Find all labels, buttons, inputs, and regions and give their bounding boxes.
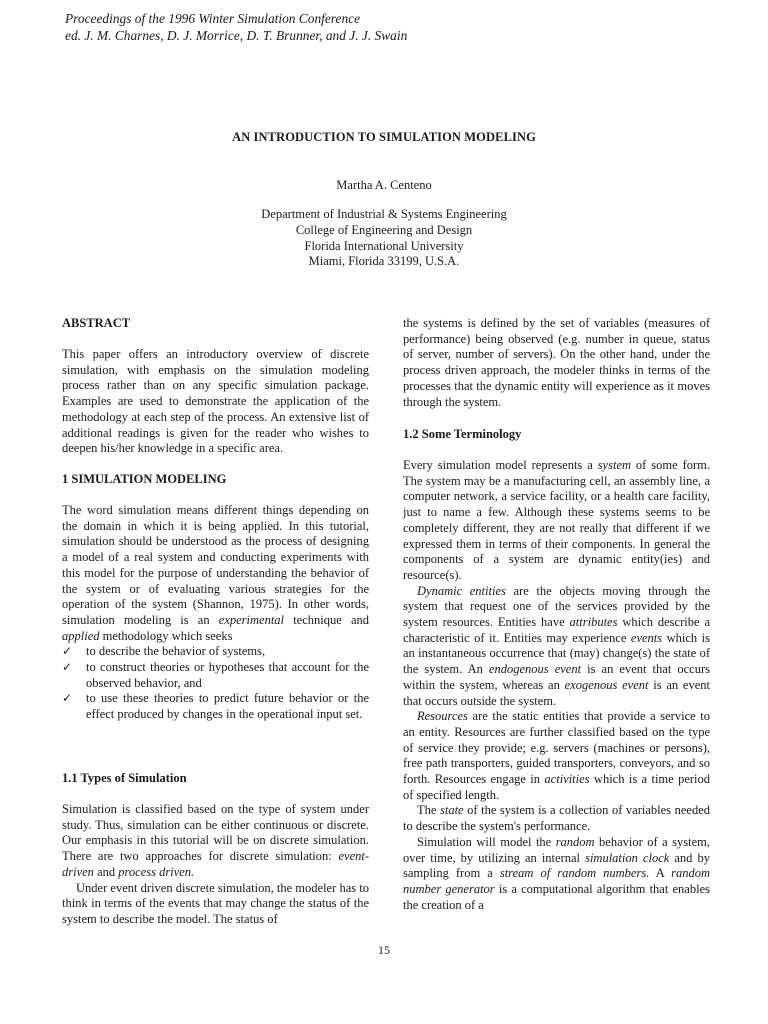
bullet-item [62, 691, 369, 722]
text-run: Simulation is classified based on the type of system under study. Thus, simulation can be either continuous or discrete. Our emphasis in this tutorial will be on discrete simulation. There are two approaches for discrete simulation: [62, 802, 369, 864]
bullet-text: to describe the behavior of systems, [86, 644, 266, 659]
emphasis: experimental [218, 612, 285, 627]
affiliation-line: Florida International University [304, 238, 464, 253]
section-1-body [62, 503, 369, 723]
emphasis: event-driven [62, 849, 369, 879]
text-run: which describe a characteristic of it. Entities may experience [403, 615, 710, 645]
body-paragraph [403, 709, 710, 803]
bullet-item [62, 660, 369, 691]
section-1-2-body [403, 458, 710, 913]
emphasis: process driven. [118, 864, 195, 879]
header-line-1: Proceedings of the 1996 Winter Simulation Conference [65, 11, 361, 26]
text-run: technique and [284, 612, 369, 627]
text-run: is a computational algorithm that enables the creation of a [403, 881, 710, 912]
section-1-heading: 1 SIMULATION MODELING [62, 472, 227, 486]
emphasis: Dynamic entities [417, 583, 506, 598]
text-run: A [649, 866, 672, 881]
emphasis: random [555, 834, 595, 849]
emphasis: random number generator [403, 866, 710, 896]
body-paragraph [403, 835, 710, 914]
text-run: which is a time period of specified length. [403, 772, 710, 802]
emphasis: endogenous event [488, 662, 582, 677]
text-run: are the objects moving through the system that request one of the services provided by the system resources. Entities have [403, 583, 710, 630]
text-run: Every simulation model represents a [403, 458, 598, 472]
text-run: and by sampling from a [403, 850, 710, 881]
abstract-body [62, 347, 369, 457]
emphasis: state [439, 803, 464, 818]
continued-paragraph [403, 316, 710, 410]
abstract-paragraph: This paper offers an introductory overview of discrete simulation, with emphasis on the simulation modeling process rather than on any specific simulation package. Examples are used to demonstrate the application of the methodology at each step of the process. An extensive list of additional readings is given for the reader who wishes to deepen his/her knowledge in a specific area. [62, 347, 369, 456]
text-run: Simulation will model the [417, 834, 556, 849]
text-run: behavior of a system, over time, by utilizing an internal [403, 834, 710, 865]
text-run: of the system is a collection of variables needed to describe the system's performance. [403, 803, 710, 834]
section-1-1-paragraph: Under event driven discrete simulation, the modeler has to think in terms of the events that may change the status of the system to describe the model. The status of [62, 880, 369, 926]
emphasis: attributes [569, 615, 618, 630]
emphasis: Resources [417, 709, 468, 724]
emphasis: stream of random numbers. [499, 866, 650, 881]
bullet-item [62, 644, 369, 660]
emphasis: applied [62, 628, 100, 643]
emphasis: events [630, 630, 663, 645]
bullet-text: to use these theories to predict future behavior or the effect produced by changes in the operational input set. [86, 691, 369, 722]
text-run: The word simulation means different things depending on the domain in which it is being applied. In this tutorial, simulation should be understood as the process of designing a model of a real system and conducting experiments with this model for the purpose of understanding the behavior of the system or of evaluating various strategies for the operation of the system (Shannon, 1975). In other words, simulation modeling is an [62, 503, 369, 627]
body-paragraph [403, 458, 710, 584]
emphasis: exogenous event [564, 677, 649, 692]
section-1-1-body [62, 802, 369, 928]
affiliation-line: Department of Industrial & Systems Engineering [261, 207, 507, 221]
checkmark-icon: ✓ [62, 660, 73, 675]
header-line-2: ed. J. M. Charnes, D. J. Morrice, D. T. Brunner, and J. J. Swain [65, 28, 408, 43]
text-run: and [93, 864, 119, 879]
author-name: Martha A. Centeno [336, 178, 432, 192]
text-run: are the static entities that provide a service to an entity. Resources are further classified based on the type of service they provide; e.g. servers (machines or persons), free path transporters, guided transporters, conveyors, and so forth. Resources engage in [403, 709, 710, 787]
text-run: of some form. The system may be a manufacturing cell, an assembly line, a computer network, a service facility, or a health care facility, just to name a few. Although these systems seems to be completely different, they are not really that different if we expressed them in terms of their components. In general the components of a system are dynamic entity(ies) and resource(s). [403, 458, 710, 582]
affiliation [0, 207, 768, 270]
section-1-2-heading: 1.2 Some Terminology [403, 427, 522, 441]
affiliation-line: College of Engineering and Design [295, 222, 473, 237]
paper-title: AN INTRODUCTION TO SIMULATION MODELING [232, 130, 536, 144]
proceedings-header [65, 10, 407, 44]
text-run: methodology which seeks [99, 628, 233, 643]
page-number: 15 [378, 943, 390, 957]
abstract-heading: ABSTRACT [62, 316, 131, 330]
body-paragraph [403, 584, 710, 710]
emphasis: simulation clock [585, 850, 670, 865]
emphasis: system [597, 458, 632, 472]
checkmark-icon: ✓ [62, 644, 73, 659]
text-run: The [417, 803, 440, 818]
text-run: is an event that occurs outside the system. [403, 677, 710, 708]
affiliation-line: Miami, Florida 33199, U.S.A. [308, 254, 460, 269]
text-run: which is an instantaneous occurrence that (may) change(s) the state of the system. An [403, 630, 710, 677]
section-1-1-paragraph [62, 802, 369, 881]
emphasis: activities [544, 772, 590, 787]
section-1-paragraph [62, 503, 369, 644]
text-run: is an event that occurs within the system, whereas an [403, 662, 710, 692]
section-1-1-heading: 1.1 Types of Simulation [62, 771, 187, 785]
bullet-text: to construct theories or hypotheses that account for the observed behavior, and [86, 660, 369, 690]
checkmark-icon: ✓ [62, 691, 73, 706]
body-paragraph [403, 803, 710, 834]
body-paragraph: the systems is defined by the set of variables (measures of performance) being observed (e.g. number in queue, status of server, number of servers). On the other hand, under the process driven approach, the modeler thinks in terms of the processes that the dynamic entity will experience as it moves through the system. [403, 316, 710, 409]
